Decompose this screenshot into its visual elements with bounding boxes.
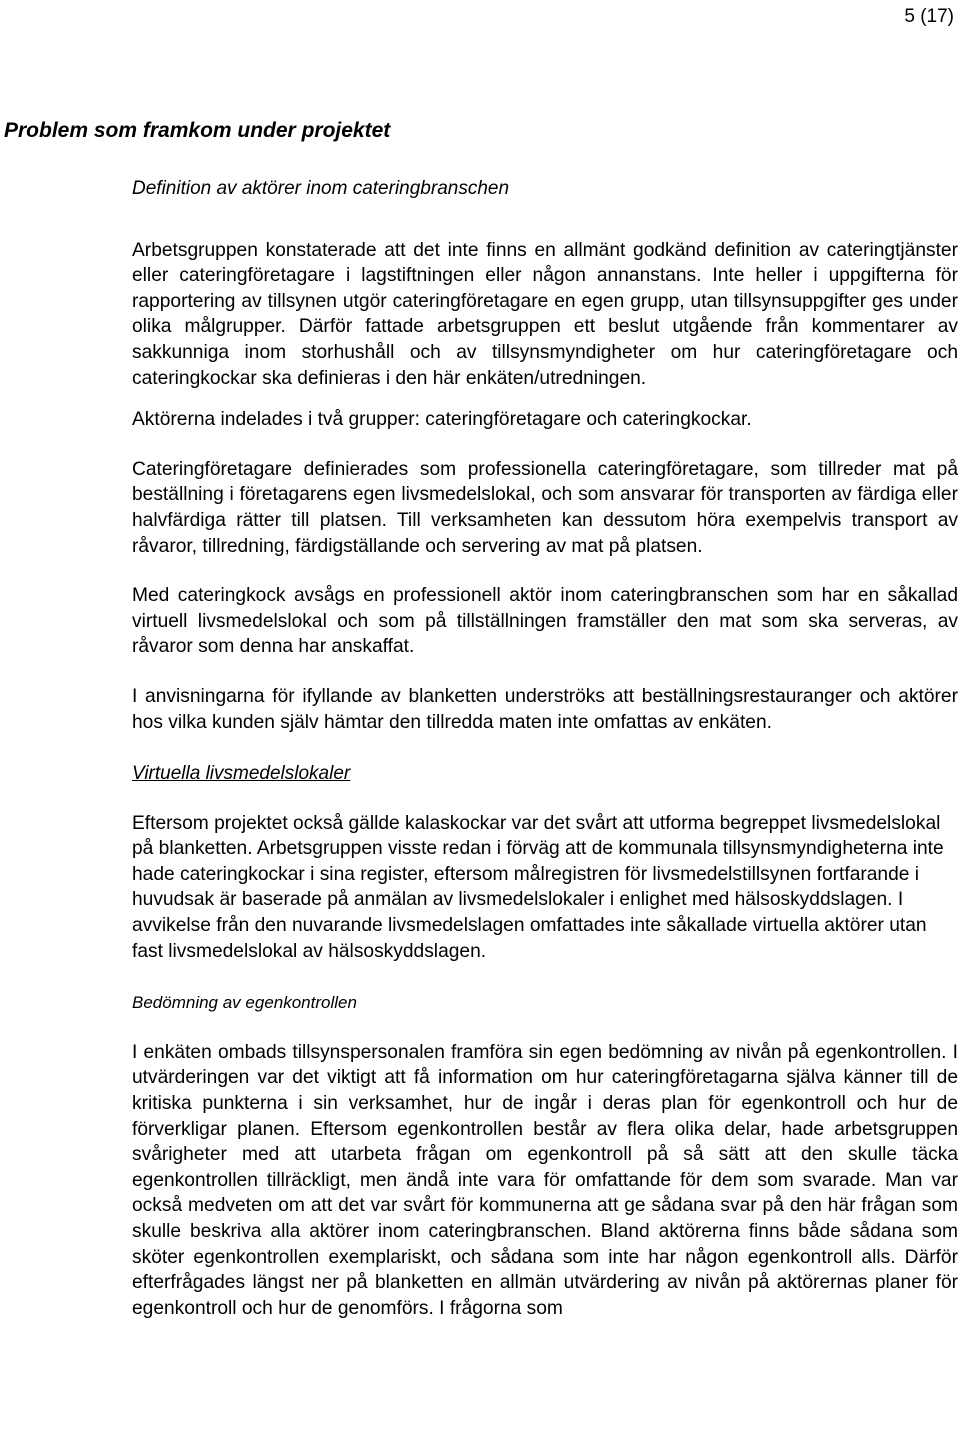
- paragraph-definition-4: Med cateringkock avsågs en professionell aktör inom cateringbranschen som har en såkallad virtuell livsmedelslokal och som på tillställningen framställer den mat som ska serveras, av råvaror som denna har anskaffat.: [132, 585, 958, 658]
- paragraph-definition-1: Arbetsgruppen konstaterade att det inte finns en allmänt godkänd definition av cateringtjänster eller cateringföretagare i lagstiftningen eller någon annanstans. Inte heller i uppgifterna för rapportering av tillsynen utgör cateringföretagare en egen grupp, utan tillsynsuppgifter ges under olika målgrupper. Därför fattade arbetsgruppen ett beslut utgående från kommentarer av sakkunniga inom storhushåll och av tillsynsmyndigheter om hur cateringföretagare och cateringkockar ska definieras i den här enkäten/utredningen.: [132, 239, 958, 389]
- paragraph-definition-2: Aktörerna indelades i två grupper: cateringföretagare och cateringkockar.: [132, 409, 752, 431]
- section-title-virtual: Virtuella livsmedelslokaler: [132, 763, 351, 785]
- section-title-definition: Definition av aktörer inom cateringbranschen: [132, 178, 510, 199]
- page-heading: Problem som framkom under projektet: [4, 119, 391, 142]
- paragraph-virtual-1: Eftersom projektet också gällde kalaskockar var det svårt att utforma begreppet livsmedelslokal på blanketten. Arbetsgruppen visste redan i förväg att de kommunala tillsynsmyndigheterna inte hade cateringkockar i sina register, eftersom målregistren för livsmedelstillsynen fortfarande i huvudsak är baserade på anmälan av livsmedelslokaler i enlighet med hälsoskyddslagen. I avvikelse från den nuvarande livsmedelslagen omfattades inte såkallade virtuella aktörer utan fast livsmedelslokal av hälsoskyddslagen.: [132, 812, 944, 962]
- document-body: [132, 176, 958, 1321]
- page-number: 5 (17): [904, 6, 954, 27]
- section-title-assessment: Bedömning av egenkontrollen: [132, 993, 357, 1013]
- paragraph-definition-5: I anvisningarna för ifyllande av blanketten underströks att beställningsrestauranger och aktörer hos vilka kunden själv hämtar den tillredda maten inte omfattas av enkäten.: [132, 685, 958, 733]
- paragraph-assessment-1: I enkäten ombads tillsynspersonalen framföra sin egen bedömning av nivån på egenkontrollen. I utvärderingen var det viktigt att få information om hur cateringföretagarna själva känner till de kritiska punkterna i sin verksamhet, hur de ingår i deras plan för egenkontroll och hur de förverkligar planen. Eftersom egenkontrollen består av flera olika delar, hade arbetsgruppen svårigheter med att utarbeta frågan om egenkontroll på så sätt att den skulle täcka egenkontrollen tillräckligt, men ändå inte vara för omfattande för dem som svarade. Man var också medveten om att det var svårt för kommunerna att ge sådana svar på den här frågan som skulle beskriva alla aktörer inom cateringbranschen. Bland aktörerna finns både sådana som sköter egenkontrollen exemplariskt, och sådana som inte har någon egenkontroll alls. Därför efterfrågades längst ner på blanketten en allmän utvärdering av nivån på aktörernas planer för egenkontroll och hur de genomförs. I frågorna som: [132, 1041, 958, 1319]
- paragraph-definition-3: Cateringföretagare definierades som professionella cateringföretagare, som tillreder mat på beställning i företagarens egen livsmedelslokal, och som ansvarar för transporten av färdiga eller halvfärdiga rätter till platsen. Till verksamheten kan dessutom höra exempelvis transport av råvaror, tillredning, färdigställande och servering av mat på platsen.: [132, 458, 958, 557]
